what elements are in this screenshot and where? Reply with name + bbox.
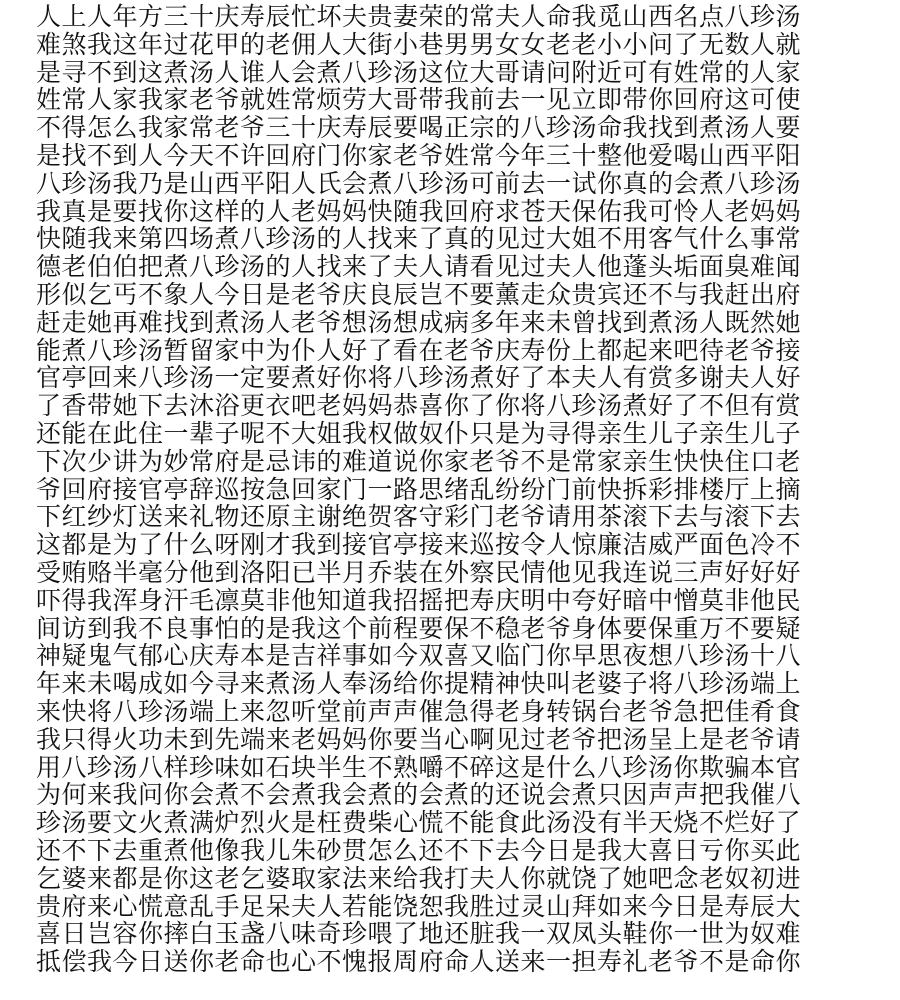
text-line-3: 是寻不到这煮汤人谁人会煮八珍汤这位大哥请问附近可有姓常的人家 [36, 57, 802, 87]
text-line-30: 珍汤要文火煮满炉烈火是枉费柴心慌不能食此汤没有半天烧不烂好了 [36, 808, 802, 838]
body-text [36, 3, 876, 976]
text-line-7: 八珍汤我乃是山西平阳人氏会煮八珍汤可前去一试你真的会煮八珍汤 [36, 168, 802, 198]
text-line-14: 官亭回来八珍汤一定要煮好你将八珍汤煮好了本夫人有赏多谢夫人好 [36, 363, 802, 393]
text-line-4: 姓常人家我家老爷就姓常烦劳大哥带我前去一见立即带你回府这可使 [36, 85, 802, 115]
text-line-15: 了香带她下去沐浴更衣吧老妈妈恭喜你了你将八珍汤煮好了不但有赏 [36, 391, 802, 421]
text-line-34: 喜日岂容你摔白玉盏八味奇珍喂了地还脏我一双凤头鞋你一世为奴难 [36, 919, 802, 949]
text-line-23: 间访到我不良事怕的是我这个前程要保不稳老爷身体要保重万不要疑 [36, 613, 802, 643]
text-line-6: 是找不到人今天不许回府门你家老爷姓常今年三十整他爱喝山西平阳 [36, 140, 802, 170]
text-line-12: 赶走她再难找到煮汤人老爷想汤想成病多年来未曾找到煮汤人既然她 [36, 307, 802, 337]
text-line-27: 我只得火功未到先端来老妈妈你要当心啊见过老爷把汤呈上是老爷请 [36, 724, 802, 754]
text-line-26: 来快将八珍汤端上来忽听堂前声声催急得老身转锅台老爷急把佳肴食 [36, 696, 802, 726]
text-line-18: 爷回府接官亭辞巡按急回家门一路思绪乱纷纷门前快拆彩排楼厅上摘 [36, 474, 802, 504]
text-line-13: 能煮八珍汤暂留家中为仆人好了看在老爷庆寿份上都起来吧待老爷接 [36, 335, 802, 365]
text-line-5: 不得怎么我家常老爷三十庆寿辰要喝正宗的八珍汤命我找到煮汤人要 [36, 113, 802, 143]
text-line-28: 用八珍汤八样珍味如石块半生不熟嚼不碎这是什么八珍汤你欺骗本官 [36, 752, 802, 782]
text-line-24: 神疑鬼气郁心庆寿本是吉祥事如今双喜又临门你早思夜想八珍汤十八 [36, 641, 802, 671]
text-line-17: 下次少讲为妙常府是忌讳的难道说你家老爷不是常家亲生快快住口老 [36, 446, 802, 476]
text-line-16: 还能在此住一辈子呢不大姐我权做奴仆只是为寻得亲生儿子亲生儿子 [36, 418, 802, 448]
text-line-31: 还不下去重煮他像我儿朱砂贯怎么还不下去今日是我大喜日亏你买此 [36, 835, 802, 865]
text-line-1: 人上人年方三十庆寿辰忙坏夫贵妻荣的常夫人命我觅山西名点八珍汤 [36, 2, 802, 31]
text-line-25: 年来未喝成如今寻来煮汤人奉汤给你提精神快叫老婆子将八珍汤端上 [36, 669, 802, 699]
text-line-33: 贵府来心慌意乱手足呆夫人若能饶恕我胜过灵山拜如来今日是寿辰大 [36, 891, 802, 921]
text-line-2: 难煞我这年过花甲的老佣人大街小巷男男女女老老小小问了无数人就 [36, 29, 802, 59]
text-line-20: 这都是为了什么呀刚才我到接官亭接来巡按令人惊廉洁威严面色冷不 [36, 530, 802, 560]
text-line-9: 快随我来第四场煮八珍汤的人找来了真的见过大姐不用客气什么事常 [36, 224, 802, 254]
text-line-22: 吓得我浑身汗毛凛莫非他知道我招摇把寿庆明中夸好暗中憎莫非他民 [36, 585, 802, 615]
text-line-35: 抵偿我今日送你老命也心不愧报周府命人送来一担寿礼老爷不是命你 [36, 947, 802, 977]
text-line-19: 下红纱灯送来礼物还原主谢绝贺客守彩门老爷请用茶滚下去与滚下去 [36, 502, 802, 532]
text-line-21: 受贿赂半毫分他到洛阳已半月乔装在外察民情他见我连说三声好好好 [36, 557, 802, 587]
text-line-32: 乞婆来都是你这老乞婆取家法来给我打夫人你就饶了她吧念老奴初进 [36, 863, 802, 893]
text-line-10: 德老伯伯把煮八珍汤的人找来了夫人请看见过夫人他蓬头垢面臭难闻 [36, 252, 802, 282]
text-line-8: 我真是要找你这样的人老妈妈快随我回府求苍天保佑我可怜人老妈妈 [36, 196, 802, 226]
text-line-29: 为何来我问你会煮不会煮我会煮的会煮的还说会煮只因声声把我催八 [36, 780, 802, 810]
text-line-11: 形似乞丐不象人今日是老爷庆良辰岂不要薰走众贵宾还不与我赶出府 [36, 279, 802, 309]
